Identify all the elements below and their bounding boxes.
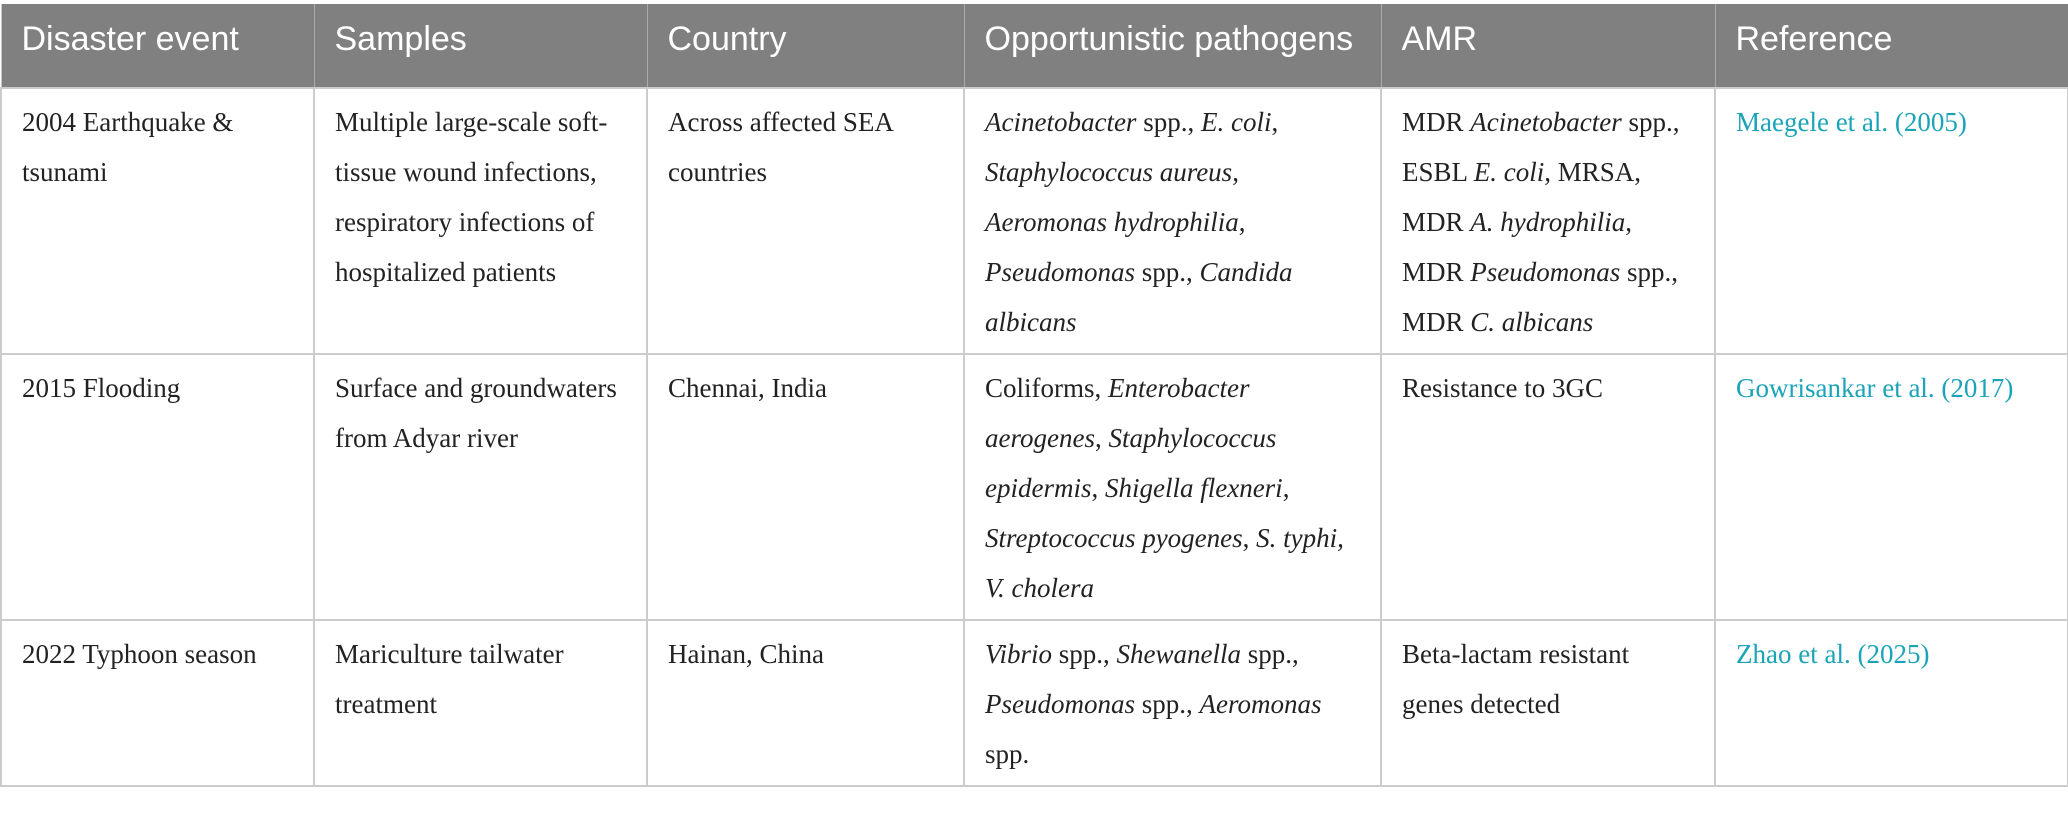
table-row	[1, 354, 2068, 620]
cell-amr	[1381, 88, 1715, 354]
text-run: MDR	[1402, 107, 1471, 137]
italic-text-run: E. coli	[1200, 107, 1272, 137]
table-row	[1, 88, 2068, 354]
italic-text-run: Streptococcus pyogenes	[985, 523, 1243, 553]
italic-text-run: Staphylococcus aureus	[985, 157, 1233, 187]
cell-samples: Multiple large-scale soft-tissue wound infections, respiratory infections of hospitalized patients	[314, 88, 647, 354]
table-row	[1, 620, 2068, 786]
header-reference: Reference	[1715, 4, 2068, 88]
text-run: spp.,	[1136, 107, 1201, 137]
italic-text-run: C. albicans	[1470, 307, 1594, 337]
cell-reference	[1715, 88, 2068, 354]
header-amr: AMR	[1381, 4, 1715, 88]
text-run: ,	[1282, 473, 1290, 503]
italic-text-run: Enterobacter aerogenes	[985, 373, 1250, 453]
text-run: spp.,	[1135, 257, 1200, 287]
text-run: spp.	[985, 739, 1030, 769]
header-disaster-event: Disaster event	[1, 4, 314, 88]
italic-text-run: Aeromonas	[1199, 689, 1322, 719]
header-country: Country	[647, 4, 964, 88]
cell-samples: Mariculture tailwater treatment	[314, 620, 647, 786]
text-run: spp.,	[1052, 639, 1117, 669]
italic-text-run: Acinetobacter	[985, 107, 1137, 137]
data-table	[0, 4, 2068, 787]
text-run: Beta-lactam resistant genes detected	[1402, 639, 1630, 719]
text-run: ,	[1242, 523, 1257, 553]
text-run: ,	[1271, 107, 1279, 137]
header-samples: Samples	[314, 4, 647, 88]
italic-text-run: Pseudomonas	[985, 689, 1135, 719]
text-run: , MRSA, MDR	[1402, 157, 1642, 237]
italic-text-run: Aeromonas hydrophilia	[985, 207, 1239, 237]
italic-text-run: Candida albicans	[985, 257, 1293, 337]
cell-country: Chennai, India	[647, 354, 964, 620]
reference-link[interactable]: Gowrisankar et al. (2017)	[1736, 373, 2014, 403]
text-run: ,	[1238, 207, 1246, 237]
table-header	[1, 4, 2068, 88]
cell-country: Hainan, China	[647, 620, 964, 786]
text-run: spp.,	[1241, 639, 1299, 669]
cell-pathogens	[964, 354, 1381, 620]
text-run: spp., ESBL	[1402, 107, 1680, 187]
italic-text-run: E. coli	[1473, 157, 1545, 187]
italic-text-run: Pseudomonas	[1470, 257, 1621, 287]
text-run: , MDR	[1402, 207, 1633, 287]
italic-text-run: Acinetobacter	[1470, 107, 1622, 137]
text-run: spp., MDR	[1402, 257, 1679, 337]
cell-reference	[1715, 354, 2068, 620]
italic-text-run: Shewanella	[1116, 639, 1241, 669]
reference-link[interactable]: Maegele et al. (2005)	[1736, 107, 1967, 137]
cell-reference	[1715, 620, 2068, 786]
italic-text-run: S. typhi, V. cholera	[985, 523, 1344, 603]
header-opportunistic-pathogens: Opportunistic pathogens	[964, 4, 1381, 88]
reference-link[interactable]: Zhao et al. (2025)	[1736, 639, 1930, 669]
text-run: spp.,	[1135, 689, 1200, 719]
italic-text-run: Pseudomonas	[985, 257, 1135, 287]
cell-pathogens	[964, 88, 1381, 354]
text-run: Resistance to 3GC	[1402, 373, 1603, 403]
cell-amr	[1381, 620, 1715, 786]
cell-disaster-event: 2022 Typhoon season	[1, 620, 314, 786]
header-row	[1, 4, 2068, 88]
cell-disaster-event: 2015 Flooding	[1, 354, 314, 620]
cell-country: Across affected SEA countries	[647, 88, 964, 354]
cell-samples: Surface and groundwaters from Adyar river	[314, 354, 647, 620]
text-run: ,	[1232, 157, 1239, 187]
text-run: ,	[1091, 473, 1105, 503]
cell-amr	[1381, 354, 1715, 620]
table-body	[1, 88, 2068, 786]
cell-pathogens	[964, 620, 1381, 786]
text-run: Coliforms,	[985, 373, 1109, 403]
italic-text-run: Vibrio	[985, 639, 1052, 669]
text-run: ,	[1094, 423, 1109, 453]
italic-text-run: A. hydrophilia	[1470, 207, 1626, 237]
cell-disaster-event: 2004 Earthquake & tsunami	[1, 88, 314, 354]
italic-text-run: Staphylococcus epidermis	[985, 423, 1277, 503]
italic-text-run: Shigella flexneri	[1104, 473, 1283, 503]
